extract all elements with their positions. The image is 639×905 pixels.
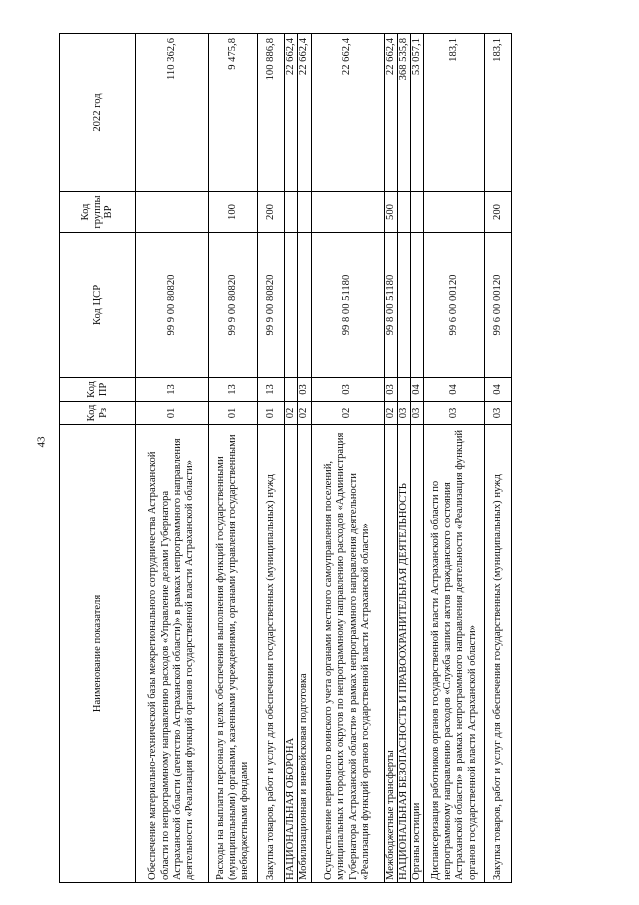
row-vr: 200 [485, 192, 512, 233]
row-value: 53 057,1 [411, 34, 424, 192]
row-pr: 13 [136, 378, 209, 402]
header-csr: Код ЦСР [60, 233, 136, 378]
row-rz: 03 [485, 402, 512, 425]
row-csr [285, 233, 298, 378]
header-rz: Код Рз [60, 402, 136, 425]
header-pr: Код ПР [60, 378, 136, 402]
row-value: 22 662,4 [384, 34, 397, 192]
row-csr: 99 8 00 51180 [311, 233, 384, 378]
row-value: 183,1 [485, 34, 512, 192]
row-pr: 03 [298, 378, 311, 402]
row-vr [411, 192, 424, 233]
row-vr [424, 192, 485, 233]
row-rz: 01 [258, 402, 285, 425]
row-pr: 13 [258, 378, 285, 402]
row-name: Органы юстиции [411, 425, 424, 883]
row-name: Закупка товаров, работ и услуг для обеспечения государственных (муниципальных) нужд [485, 425, 512, 883]
row-vr: 200 [258, 192, 285, 233]
row-name: НАЦИОНАЛЬНАЯ БЕЗОПАСНОСТЬ И ПРАВООХРАНИТЕЛЬНАЯ ДЕЯТЕЛЬНОСТЬ [397, 425, 410, 883]
table-row [485, 34, 512, 883]
row-name: Диспансеризация работников органов государственной власти Астраханской области по непрограммному направлению расходов «Служба записи актов гражданского состояния Астраханской области» в рамках непрограммного направления деятельности «Реализация функций органов государственной власти Астраханской области» [424, 425, 485, 883]
budget-table [59, 33, 512, 883]
row-rz: 02 [285, 402, 298, 425]
row-value: 368 535,8 [397, 34, 410, 192]
row-vr: 100 [209, 192, 258, 233]
row-vr [311, 192, 384, 233]
row-vr: 500 [384, 192, 397, 233]
page-number: 43 [35, 436, 48, 448]
table-row [209, 34, 258, 883]
row-name: Межбюджетные трансферты [384, 425, 397, 883]
row-value: 100 886,8 [258, 34, 285, 192]
row-csr [298, 233, 311, 378]
table-row [384, 34, 397, 883]
row-rz: 02 [384, 402, 397, 425]
row-name: Мобилизационная и вневойсковая подготовка [298, 425, 311, 883]
row-pr: 04 [424, 378, 485, 402]
header-vr: Код группы ВР [60, 192, 136, 233]
row-name: Расходы на выплаты персоналу в целях обеспечения выполнения функций государственными (муниципальными) органами, казенными учреждениями, органами управления государственными внебюджетными фондами [209, 425, 258, 883]
row-rz: 03 [424, 402, 485, 425]
row-value: 22 662,4 [311, 34, 384, 192]
row-value: 9 475,8 [209, 34, 258, 192]
row-name: Осуществление первичного воинского учета органами местного самоуправления поселений, муниципальных и городских округов по непрограммному направлению расходов «Администрация Губернатора Астраханской области» в рамках непрограммного направления деятельности «Реализация функций органов государственной власти Астраханской области» [311, 425, 384, 883]
row-name: Закупка товаров, работ и услуг для обеспечения государственных (муниципальных) нужд [258, 425, 285, 883]
row-vr [298, 192, 311, 233]
row-pr: 13 [209, 378, 258, 402]
row-csr [397, 233, 410, 378]
row-csr: 99 6 00 00120 [485, 233, 512, 378]
table-row [424, 34, 485, 883]
table-row [136, 34, 209, 883]
header-name: Наименование показателя [60, 425, 136, 883]
row-rz: 01 [136, 402, 209, 425]
table-row [285, 34, 298, 883]
rotated-table-wrapper [59, 34, 539, 883]
row-value: 183,1 [424, 34, 485, 192]
table-row [311, 34, 384, 883]
row-pr: 03 [384, 378, 397, 402]
row-value: 22 662,4 [285, 34, 298, 192]
row-rz: 03 [397, 402, 410, 425]
table-row [397, 34, 410, 883]
table-header-row [60, 34, 136, 883]
table-row [258, 34, 285, 883]
table-row [411, 34, 424, 883]
row-value: 22 662,4 [298, 34, 311, 192]
row-csr: 99 9 00 80820 [136, 233, 209, 378]
row-rz: 02 [298, 402, 311, 425]
header-2022: 2022 год [60, 34, 136, 192]
row-pr: 03 [311, 378, 384, 402]
row-csr: 99 9 00 80820 [209, 233, 258, 378]
row-csr [411, 233, 424, 378]
row-vr [136, 192, 209, 233]
row-vr [285, 192, 298, 233]
table-row [298, 34, 311, 883]
row-csr: 99 9 00 80820 [258, 233, 285, 378]
row-name: НАЦИОНАЛЬНАЯ ОБОРОНА [285, 425, 298, 883]
row-vr [397, 192, 410, 233]
row-pr: 04 [485, 378, 512, 402]
row-value: 110 362,6 [136, 34, 209, 192]
row-rz: 02 [311, 402, 384, 425]
row-pr [397, 378, 410, 402]
row-pr: 04 [411, 378, 424, 402]
row-rz: 03 [411, 402, 424, 425]
row-rz: 01 [209, 402, 258, 425]
row-pr [285, 378, 298, 402]
row-csr: 99 6 00 00120 [424, 233, 485, 378]
row-name: Обеспечение материально-технической базы межрегионального сотрудничества Астраханской области по непрограммному направлению расходов «Управление делами Губернатора Астраханской области (агентство Астраханской области)» в рамках непрограммного направления деятельности «Реализация функций органов государственной власти Астраханской области» [136, 425, 209, 883]
row-csr: 99 8 00 51180 [384, 233, 397, 378]
